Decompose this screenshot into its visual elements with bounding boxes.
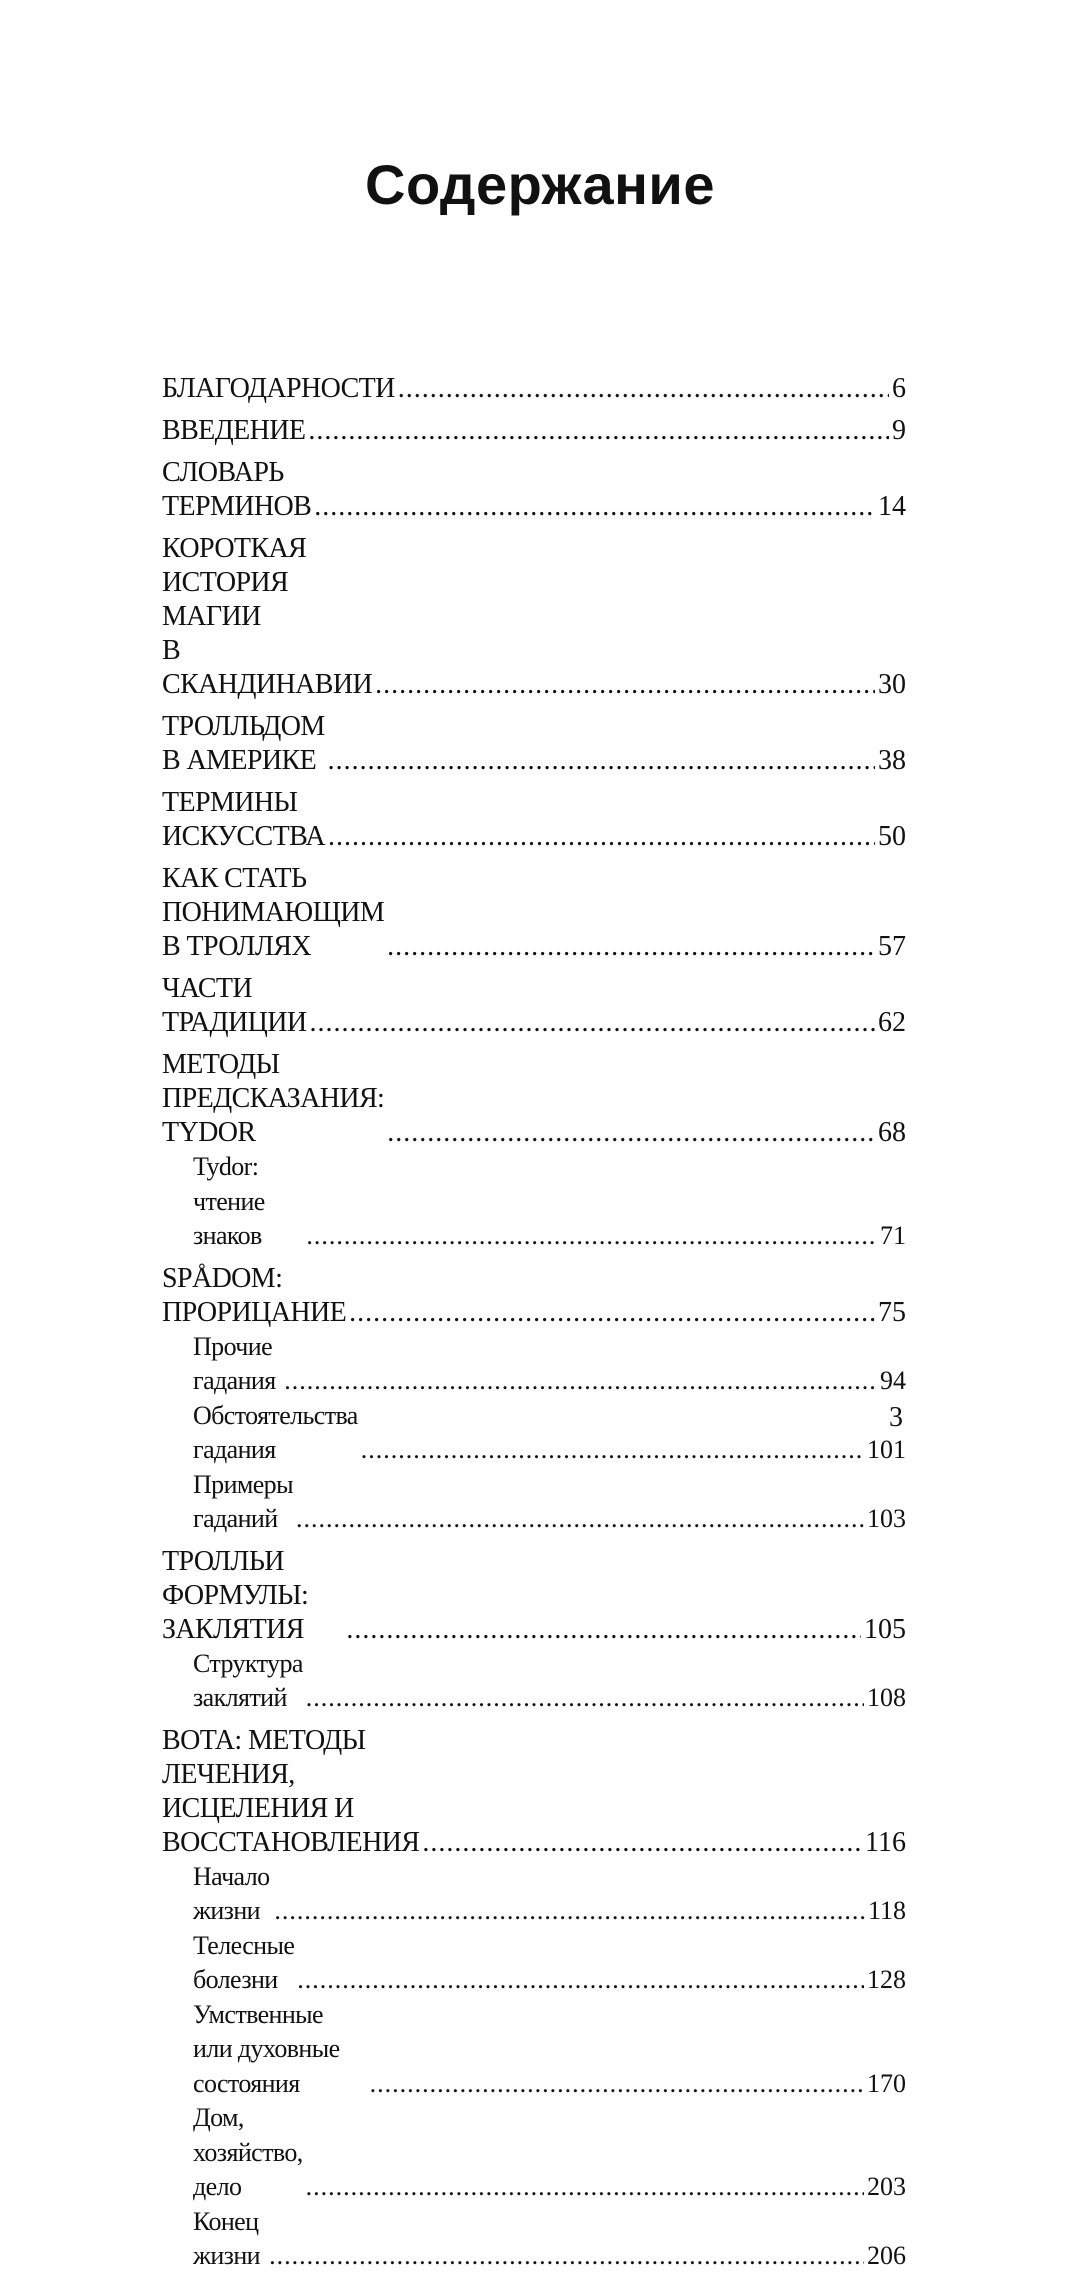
entry-page-number: 94 xyxy=(880,1366,906,1395)
dot-leader xyxy=(370,2067,864,2102)
entry-title: Дом, хозяйство, дело xyxy=(193,2103,303,2201)
page-number: 3 xyxy=(889,1402,903,1433)
entry-title: КОРОТКАЯ ИСТОРИЯ МАГИИ В СКАНДИНАВИИ xyxy=(162,533,373,700)
entry-page-number: 108 xyxy=(867,1683,906,1712)
dot-leader xyxy=(387,930,875,964)
dot-leader xyxy=(308,414,889,448)
dot-leader xyxy=(274,1894,865,1929)
entry-page-number: 101 xyxy=(867,1435,906,1464)
toc-chapter-entry[interactable] xyxy=(162,1262,906,1330)
toc-section-entry[interactable] xyxy=(162,1330,906,1399)
entry-title: Tydor: чтение знаков xyxy=(193,1152,265,1250)
toc-chapter-entry[interactable] xyxy=(162,414,906,448)
entry-page-number: 105 xyxy=(864,1613,906,1645)
dot-leader xyxy=(328,820,875,854)
toc-chapter-entry[interactable] xyxy=(162,1724,906,1860)
entry-page-number: 6 xyxy=(892,373,906,404)
entry-title: ВОТА: МЕТОДЫ ЛЕЧЕНИЯ, ИСЦЕЛЕНИЯ И ВОССТАНОВЛЕНИЯ xyxy=(162,1724,420,1858)
table-of-contents xyxy=(162,364,906,2274)
dot-leader xyxy=(284,1364,877,1399)
toc-chapter-entry[interactable] xyxy=(162,786,906,854)
dot-leader xyxy=(398,372,889,406)
toc-chapter-entry[interactable] xyxy=(162,372,906,406)
entry-page-number: 206 xyxy=(867,2241,906,2270)
entry-page-number: 68 xyxy=(878,1117,906,1148)
toc-section-entry[interactable] xyxy=(162,2205,906,2274)
toc-section-entry[interactable] xyxy=(162,2101,906,2205)
dot-leader xyxy=(306,2170,864,2205)
entry-title: КАК СТАТЬ ПОНИМАЮЩИМ В ТРОЛЛЯХ xyxy=(162,863,385,962)
entry-title: СЛОВАРЬ ТЕРМИНОВ xyxy=(162,457,312,522)
toc-chapter-entry[interactable] xyxy=(162,1048,906,1150)
toc-chapter-entry[interactable] xyxy=(162,1545,906,1647)
entry-page-number: 128 xyxy=(867,1965,906,1994)
toc-chapter-entry[interactable] xyxy=(162,972,906,1040)
dot-leader xyxy=(269,2239,864,2274)
entry-page-number: 203 xyxy=(867,2172,906,2201)
entry-title: Обстоятельства гадания xyxy=(193,1400,358,1464)
toc-chapter-entry[interactable] xyxy=(162,532,906,702)
entry-page-number: 71 xyxy=(880,1221,906,1250)
toc-section-entry[interactable] xyxy=(162,1860,906,1929)
dot-leader xyxy=(314,490,875,524)
entry-title: SPÅDOM: ПРОРИЦАНИЕ xyxy=(162,1262,347,1328)
entry-title: МЕТОДЫ ПРЕДСКАЗАНИЯ: TYDOR xyxy=(162,1049,385,1148)
dot-leader xyxy=(309,1006,875,1040)
dot-leader xyxy=(346,1613,861,1647)
dot-leader xyxy=(349,1296,875,1330)
entry-title: Начало жизни xyxy=(193,1861,270,1925)
entry-page-number: 57 xyxy=(878,931,906,962)
dot-leader xyxy=(306,1219,877,1254)
entry-page-number: 9 xyxy=(892,415,906,446)
entry-title: ЧАСТИ ТРАДИЦИИ xyxy=(162,973,307,1038)
entry-title: Конец жизни xyxy=(193,2206,260,2270)
entry-title: ТРОЛЛЬДОМ В АМЕРИКЕ xyxy=(162,711,325,776)
entry-title: Примеры гаданий xyxy=(193,1469,293,1533)
dot-leader xyxy=(387,1116,875,1150)
toc-section-entry[interactable] xyxy=(162,1150,906,1254)
toc-chapter-entry[interactable] xyxy=(162,456,906,524)
toc-chapter-entry[interactable] xyxy=(162,710,906,778)
entry-page-number: 62 xyxy=(878,1007,906,1038)
entry-title: ТРОЛЛЬИ ФОРМУЛЫ: ЗАКЛЯТИЯ xyxy=(162,1545,309,1645)
entry-page-number: 14 xyxy=(878,491,906,522)
toc-section-entry[interactable] xyxy=(162,1647,906,1716)
dot-leader xyxy=(361,1433,864,1468)
dot-leader xyxy=(328,744,875,778)
toc-section-entry[interactable] xyxy=(162,1399,906,1468)
dot-leader xyxy=(296,1502,864,1537)
entry-page-number: 116 xyxy=(865,1826,906,1858)
dot-leader xyxy=(297,1963,864,1998)
entry-title: Умственные или духовные состояния xyxy=(193,1999,340,2098)
entry-page-number: 103 xyxy=(867,1504,906,1533)
toc-section-entry[interactable] xyxy=(162,1929,906,1998)
entry-page-number: 50 xyxy=(878,821,906,852)
entry-title: Телесные болезни xyxy=(193,1930,295,1994)
entry-title: ТЕРМИНЫ ИСКУССТВА xyxy=(162,787,326,852)
entry-page-number: 118 xyxy=(867,1896,906,1925)
toc-chapter-entry[interactable] xyxy=(162,862,906,964)
entry-page-number: 75 xyxy=(878,1296,906,1328)
dot-leader xyxy=(306,1681,864,1716)
toc-section-entry[interactable] xyxy=(162,1998,906,2102)
entry-title: ВВЕДЕНИЕ xyxy=(162,415,306,446)
entry-page-number: 170 xyxy=(867,2068,906,2098)
toc-section-entry[interactable] xyxy=(162,1468,906,1537)
page-title: Содержание xyxy=(365,153,715,216)
dot-leader xyxy=(422,1826,862,1860)
entry-title: Прочие гадания xyxy=(193,1331,276,1395)
entry-page-number: 30 xyxy=(878,669,906,700)
entry-title: Структура заклятий xyxy=(193,1648,303,1712)
dot-leader xyxy=(375,668,875,702)
entry-page-number: 38 xyxy=(878,745,906,776)
entry-title: БЛАГОДАРНОСТИ xyxy=(162,373,395,404)
